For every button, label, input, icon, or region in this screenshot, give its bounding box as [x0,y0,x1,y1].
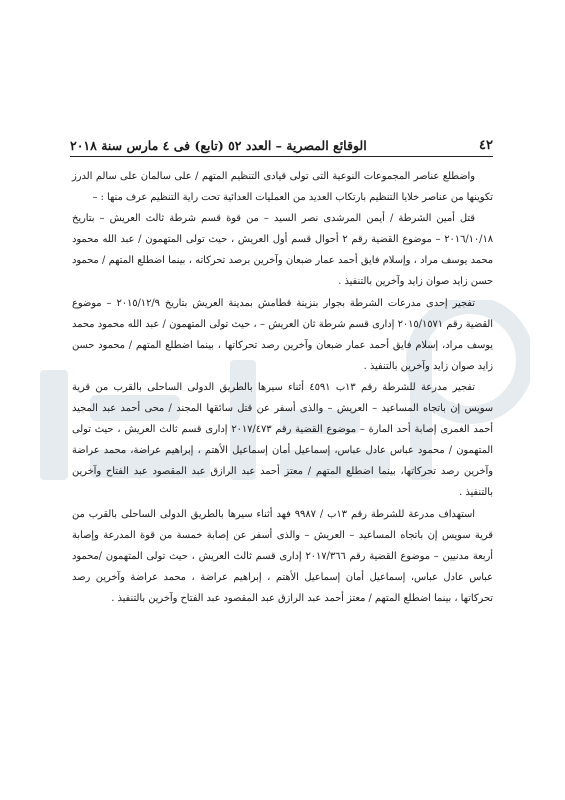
page-number: ٤٢ [479,138,493,153]
incident-paragraph: تفجير إحدى مدرعات الشرطة بجوار بنزينة قطامش بمدينة العريش بتاريخ ٢٠١٥/١٢/٩ – موضوع القضية رقم ٢٠١٥/١٥٧١ إدارى قسم شرطة ثان العريش – ، حيث تولى المتهمون / عبد الله محمود محمد يوسف مراد، إسلام فايق أحمد عمار ضبعان وآخرين رصد تحركاتها ، بينما اضطلع المتهم / محمود حسن زايد صوان زايد وآخرين بالتنفيذ . [72,297,493,372]
page-header [70,125,493,157]
gazette-title: الوقائع المصرية – العدد ٥٢ (تابع) فى ٤ مارس سنة ٢٠١٨ [70,138,367,153]
intro-paragraph: واضطلع عناصر المجموعات النوعية التى تولى قيادى التنظيم المتهم / على سالمان على سالم الدرز تكوينها من عناصر خلايا التنظيم بارتكاب العديد من العمليات العدائية تحت راية التنظيم عرف منها : – [72,171,493,204]
incident-paragraph: تفجير مدرعة للشرطة رقم ١٣ب ٤٥٩١ أثناء سيرها بالطريق الدولى الساحلى بالقرب من قرية سويس إن باتجاه المساعيد – العريش – والذى أسفر عن قتل سائقها المجند / محى أحمد عبد المجيد أحمد الغمرى إصابة أحد المارة – موضوع القضية رقم ٢٠١٧/٤٧٣ إدارى قسم ثالث العريش ، حيث تولى المتهمون / محمود عباس عادل عباس، إسماعيل أمان إسماعيل الأهتم ، إبراهيم عراضة، محمد عراضة وآخرين رصد تحركاتها، بينما اضطلع المتهم / معتز أحمد عبد الرازق عبد المقصود عبد الفتاح وآخرين بالتنفيذ . [72,381,493,499]
incident-paragraph: استهداف مدرعة للشرطة رقم ١٣ب / ٩٩٨٧ فهد أثناء سيرها بالطريق الدولى الساحلى بالقرب من قرية سويس إن باتجاه المساعيد – العريش – والذى أسفر عن إصابة خمسة من قوة المدرعة وإصابة أربعة مدنيين – موضوع القضية رقم ٢٠١٧/٣٦٦ إدارى قسم ثالث العريش ، حيث تولى المتهمون /محمود عباس عادل عباس، إسماعيل أمان إسماعيل الأهتم ، إبراهيم عراضة ، محمد عراضة وآخرين رصد تحركاتها ، بينما اضطلع المتهم / معتز أحمد عبد الرازق عبد المقصود عبد الفتاح وآخرين بالتنفيذ . [72,508,493,604]
incident-paragraph: قتل أمين الشرطة / أيمن المرشدى نصر السيد – من قوة قسم شرطة ثالث العريش – بتاريخ ٢٠١٦/١٠/١٨ – موضوع القضية رقم ٢ أحوال قسم أول العريش ، حيث تولى المتهمون / عبد الله محمود محمد يوسف مراد ، وإسلام فايق أحمد عمار ضبعان وآخرين برصد تحركاته ، بينما اضطلع المتهم / محمود حسن زايد صوان زايد وآخرين بالتنفيذ . [72,213,493,288]
document-body [72,166,493,609]
